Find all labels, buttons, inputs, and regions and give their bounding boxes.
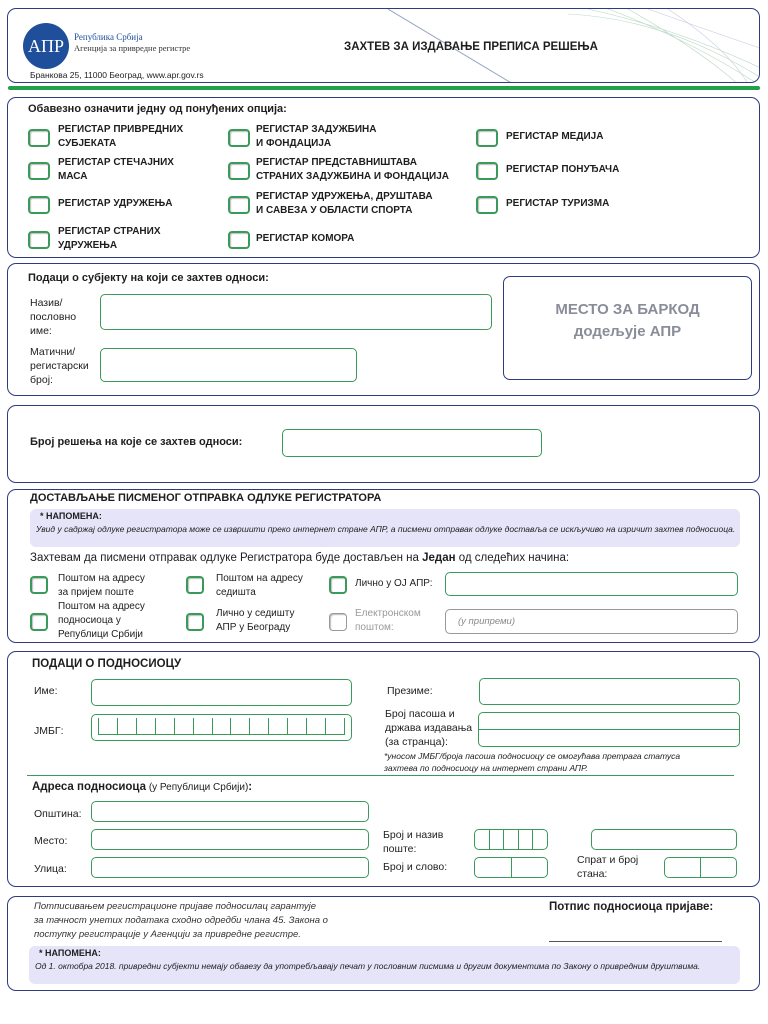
- register-checkbox[interactable]: [28, 231, 50, 249]
- id-label: Матични/ регистарски број:: [30, 346, 89, 386]
- delivery-heading: ДОСТАВЉАЊЕ ПИСМЕНОГ ОТПРАВКА ОДЛУКЕ РЕГИСТРАТОРА: [30, 492, 382, 504]
- decision-label: Број решења на које се захтев односи:: [30, 436, 243, 448]
- register-label: РЕГИСТАР СТЕЧАЈНИХ МАСА: [58, 157, 174, 182]
- option-post-address-label: Поштом на адресу за пријем поште: [58, 573, 145, 598]
- street-label: Улица:: [34, 863, 67, 875]
- municipality-input[interactable]: [91, 801, 369, 822]
- municipality-label: Општина:: [34, 808, 82, 820]
- signature-note: * НАПОМЕНА: Од 1. октобра 2018. привредни субјекти немају обавезу да употребљавају печат у пословним писмима и другим документима по Закону о привредним друштвима.: [29, 946, 740, 984]
- barcode-area: МЕСТО ЗА БАРКОД додељује АПР: [503, 276, 752, 380]
- passport-input[interactable]: [478, 712, 740, 747]
- email-input[interactable]: (у припреми): [445, 609, 738, 634]
- jmbg-digit-cell[interactable]: [156, 718, 175, 734]
- passport-label: Број пасоша и држава издавања (за странца):: [385, 708, 473, 748]
- street-number-input[interactable]: [474, 857, 548, 878]
- signature-label: Потпис подносиоца пријаве:: [549, 901, 714, 913]
- option-email-label: Електронском поштом:: [355, 608, 421, 633]
- section-divider: [27, 775, 734, 776]
- option-headquarters-label: Лично у седишту АПР у Београду: [216, 608, 295, 633]
- postal-label: Број и назив поште:: [383, 829, 444, 855]
- place-label: Место:: [34, 835, 68, 847]
- first-name-label: Име:: [34, 685, 58, 697]
- register-label: РЕГИСТАР ЗАДУЖБИНА И ФОНДАЦИЈА: [256, 124, 377, 149]
- option-seat-address-checkbox[interactable]: [186, 576, 204, 594]
- org-address: Бранкова 25, 11000 Београд, www.apr.gov.rs: [30, 70, 204, 80]
- jmbg-digit-cell[interactable]: [194, 718, 213, 734]
- jmbg-digit-cell[interactable]: [99, 718, 118, 734]
- decision-number-input[interactable]: [282, 429, 542, 457]
- option-post-address-checkbox[interactable]: [30, 576, 48, 594]
- option-email-checkbox[interactable]: [329, 613, 347, 631]
- org-line1: Република Србија: [74, 32, 143, 42]
- option-seat-address-label: Поштом на адресу седишта: [216, 573, 303, 598]
- jmbg-digit-cell[interactable]: [250, 718, 269, 734]
- register-checkbox[interactable]: [28, 129, 50, 147]
- register-checkbox[interactable]: [228, 162, 250, 180]
- register-label: РЕГИСТАР МЕДИЈА: [506, 131, 604, 142]
- delivery-note: * НАПОМЕНА: Увид у садржај одлуке регистратора може се извршити преко интернет стране АПР, а писмени отправак одлуке доставља се искључиво на изричит захтев подносиоца.: [30, 509, 740, 547]
- jmbg-label: ЈМБГ:: [34, 725, 64, 737]
- first-name-input[interactable]: [91, 679, 352, 706]
- applicant-heading: ПОДАЦИ О ПОДНОСИОЦУ: [32, 658, 182, 670]
- passport-note: *уносом ЈМБГ/броја пасоша подносиоцу се омогућава претрага статуса захтева по подносиоцу на интернет страни АПР.: [384, 751, 681, 773]
- register-checkbox[interactable]: [228, 129, 250, 147]
- postal-name-input[interactable]: [591, 829, 737, 850]
- signature-line[interactable]: [549, 941, 722, 942]
- register-label: РЕГИСТАР КОМОРА: [256, 233, 355, 244]
- form-title: ЗАХТЕВ ЗА ИЗДАВАЊЕ ПРЕПИСА РЕШЕЊА: [344, 41, 598, 53]
- registers-heading: Обавезно означити једну од понуђених опција:: [28, 103, 287, 115]
- register-label: РЕГИСТАР ПРЕДСТАВНИШТАВА СТРАНИХ ЗАДУЖБИНА И ФОНДАЦИЈА: [256, 157, 450, 182]
- floor-label: Спрат и број стана:: [577, 854, 639, 880]
- signature-statement: Потписивањем регистрационе пријаве подносилац гарантује за тачност унетих података сходно одредби члана 45. Закона о поступку регистрације у Агенцији за привредне регистре.: [34, 901, 328, 940]
- subject-heading: Подаци о субјекту на који се захтев односи:: [28, 272, 269, 284]
- green-divider: [8, 86, 760, 90]
- register-checkbox[interactable]: [228, 231, 250, 249]
- floor-apartment-input[interactable]: [664, 857, 737, 878]
- registry-number-input[interactable]: [100, 348, 357, 382]
- jmbg-digit-cell[interactable]: [118, 718, 137, 734]
- register-label: РЕГИСТАР ПРИВРЕДНИХ СУБЈЕКАТА: [58, 124, 184, 149]
- postal-code-input[interactable]: [474, 829, 548, 850]
- delivery-sentence: Захтевам да писмени отправак одлуке Регистратора буде достављен на Један од следећих начина:: [30, 552, 570, 564]
- register-checkbox[interactable]: [228, 196, 250, 214]
- street-input[interactable]: [91, 857, 369, 878]
- option-applicant-address-checkbox[interactable]: [30, 613, 48, 631]
- address-heading: Адреса подносиоца (у Републици Србији):: [32, 781, 253, 793]
- jmbg-digit-cell[interactable]: [213, 718, 232, 734]
- org-line2: Агенција за привредне регистре: [74, 43, 191, 53]
- last-name-input[interactable]: [479, 678, 740, 705]
- register-checkbox[interactable]: [28, 196, 50, 214]
- jmbg-digit-cell[interactable]: [137, 718, 156, 734]
- register-checkbox[interactable]: [476, 196, 498, 214]
- jmbg-digit-cell[interactable]: [307, 718, 326, 734]
- option-personal-oj-checkbox[interactable]: [329, 576, 347, 594]
- register-checkbox[interactable]: [28, 162, 50, 180]
- register-checkbox[interactable]: [476, 129, 498, 147]
- register-checkbox[interactable]: [476, 162, 498, 180]
- register-label: РЕГИСТАР СТРАНИХ УДРУЖЕЊА: [58, 226, 161, 251]
- name-label: Назив/ пословно име:: [30, 297, 77, 337]
- header: [7, 8, 760, 83]
- jmbg-digit-cell[interactable]: [288, 718, 307, 734]
- apr-logo: АПР: [23, 23, 69, 69]
- number-label: Број и слово:: [383, 861, 448, 873]
- jmbg-digit-cell[interactable]: [269, 718, 288, 734]
- register-label: РЕГИСТАР ТУРИЗМА: [506, 198, 610, 209]
- place-input[interactable]: [91, 829, 369, 850]
- register-label: РЕГИСТАР УДРУЖЕЊА: [58, 198, 173, 209]
- option-headquarters-checkbox[interactable]: [186, 613, 204, 631]
- name-input[interactable]: [100, 294, 492, 330]
- jmbg-digit-cell[interactable]: [326, 718, 344, 734]
- register-label: РЕГИСТАР ПОНУЂАЧА: [506, 164, 620, 175]
- option-personal-oj-label: Лично у ОЈ АПР:: [355, 578, 433, 589]
- register-label: РЕГИСТАР УДРУЖЕЊА, ДРУШТАВА И САВЕЗА У ОБЛАСТИ СПОРТА: [256, 191, 433, 216]
- option-applicant-address-label: Поштом на адресу подносиоца у Републици Србији: [58, 601, 145, 640]
- jmbg-digit-cell[interactable]: [231, 718, 250, 734]
- jmbg-input[interactable]: [91, 714, 352, 741]
- oj-input[interactable]: [445, 572, 738, 596]
- last-name-label: Презиме:: [387, 685, 433, 697]
- jmbg-digit-cell[interactable]: [175, 718, 194, 734]
